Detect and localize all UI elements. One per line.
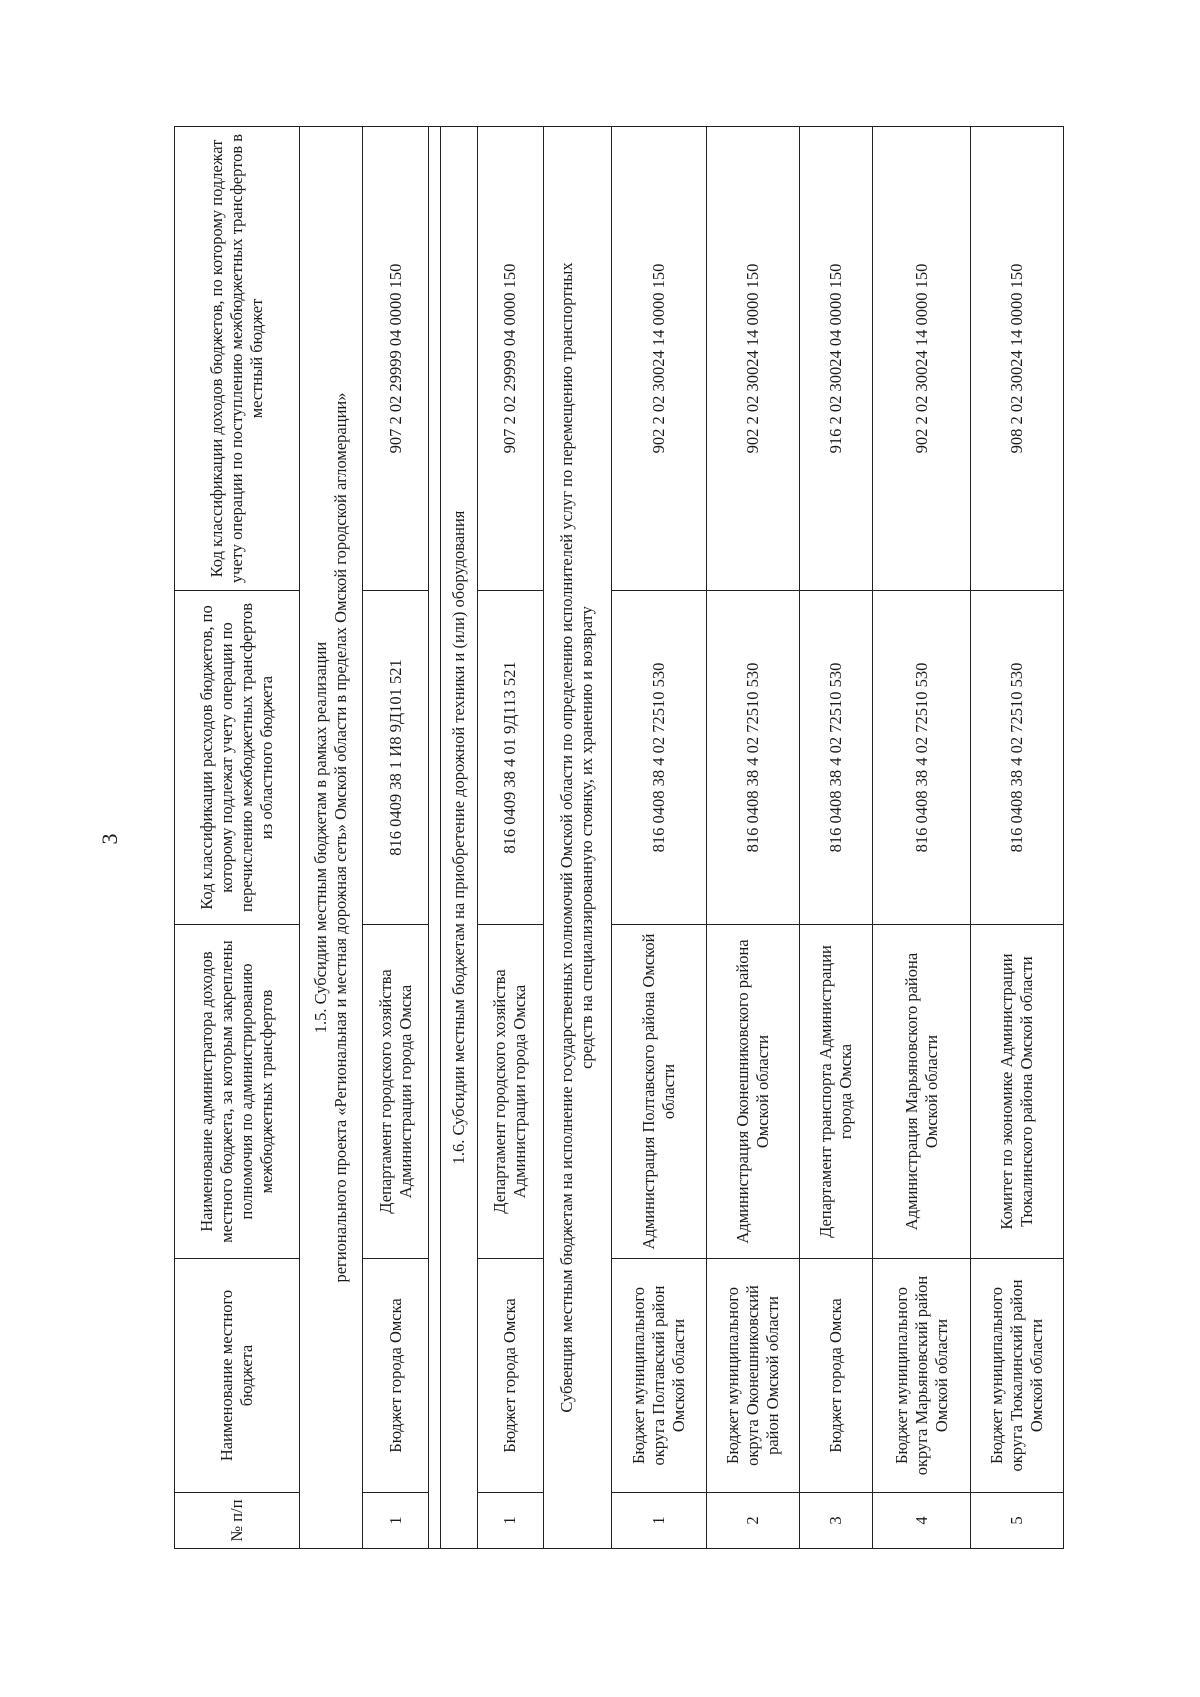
header-admin-name: Наименование администратора доходов местного бюджета, за которым закреплены полномочия по администрированию межбюджетных трансфертов — [175, 925, 300, 1259]
row-admin: Администрация Марьяновского района Омской области — [873, 925, 970, 1259]
section-title-line: регионального проекта «Региональная и местная дорожная сеть» Омской области в пределах Омской городской агломерации» — [331, 392, 351, 1283]
section-title-row — [440, 127, 477, 1549]
row-number: 1 — [477, 1493, 543, 1549]
header-income-code: Код классификации доходов бюджетов, по которому подлежат учету операции по поступлению межбюджетных трансфертов в местный бюджет — [175, 127, 300, 591]
section-title-line: 1.6. Субсидии местным бюджетам на приобретение дорожной техники и (или) оборудования — [448, 510, 468, 1165]
section-spacer — [429, 127, 440, 1549]
header-budget-name: Наименование местного бюджета — [175, 1259, 300, 1493]
row-income-code: 902 2 02 30024 14 0000 150 — [873, 127, 970, 591]
table-row — [799, 127, 873, 1549]
section-title-row — [543, 127, 611, 1549]
page-number: 3 — [97, 833, 122, 845]
row-admin: Департамент городского хозяйства Администрации города Омска — [363, 925, 429, 1259]
row-budget: Бюджет города Омска — [799, 1259, 873, 1493]
row-income-code: 907 2 02 29999 04 0000 150 — [477, 127, 543, 591]
row-expense-code: 816 0408 38 4 02 72510 530 — [970, 591, 1063, 925]
row-admin: Департамент городского хозяйства Администрации города Омска — [477, 925, 543, 1259]
row-expense-code: 816 0409 38 4 01 9Д113 521 — [477, 591, 543, 925]
section-title — [300, 127, 363, 1549]
row-expense-code: 816 0408 38 4 02 72510 530 — [799, 591, 873, 925]
header-expense-code: Код классификации расходов бюджетов, по которому подлежат учету операции по перечислению межбюджетных трансфертов из областного бюджета — [175, 591, 300, 925]
row-expense-code: 816 0408 38 4 02 72510 530 — [611, 591, 706, 925]
table-row — [363, 127, 429, 1549]
section-title-line: средств на специализированную стоянку, их хранению и возврату — [577, 606, 597, 1069]
table-row — [611, 127, 706, 1549]
row-admin: Департамент транспорта Администрации города Омска — [799, 925, 873, 1259]
row-budget: Бюджет муниципального округа Полтавский район Омской области — [611, 1259, 706, 1493]
row-income-code: 916 2 02 30024 04 0000 150 — [799, 127, 873, 591]
row-expense-code: 816 0408 38 4 02 72510 530 — [706, 591, 799, 925]
row-income-code: 907 2 02 29999 04 0000 150 — [363, 127, 429, 591]
table-header-row — [175, 127, 300, 1549]
header-number: № п/п — [175, 1493, 300, 1549]
section-title — [440, 127, 477, 1549]
row-income-code: 908 2 02 30024 14 0000 150 — [970, 127, 1063, 591]
row-expense-code: 816 0408 38 4 02 72510 530 — [873, 591, 970, 925]
row-number: 1 — [363, 1493, 429, 1549]
row-number: 4 — [873, 1493, 970, 1549]
row-expense-code: 816 0409 38 1 И8 9Д101 521 — [363, 591, 429, 925]
table-row — [873, 127, 970, 1549]
row-income-code: 902 2 02 30024 14 0000 150 — [611, 127, 706, 591]
section-title-line: 1.5. Субсидии местным бюджетам в рамках реализации — [311, 641, 331, 1034]
table-row — [477, 127, 543, 1549]
rotated-table-container — [174, 127, 1064, 1549]
table-row — [970, 127, 1063, 1549]
row-admin: Администрация Оконешниковского района Омской области — [706, 925, 799, 1259]
row-budget: Бюджет муниципального округа Оконешниковский район Омской области — [706, 1259, 799, 1493]
row-admin: Администрация Полтавского района Омской области — [611, 925, 706, 1259]
transfers-table — [174, 126, 1064, 1549]
row-number: 5 — [970, 1493, 1063, 1549]
row-budget: Бюджет муниципального округа Марьяновский район Омской области — [873, 1259, 970, 1493]
section-title-line: Субвенция местным бюджетам на исполнение государственных полномочий Омской области по определению исполнителей услуг по перемещению транспортных — [557, 262, 577, 1413]
row-budget: Бюджет города Омска — [363, 1259, 429, 1493]
row-number: 3 — [799, 1493, 873, 1549]
row-number: 1 — [611, 1493, 706, 1549]
row-budget: Бюджет города Омска — [477, 1259, 543, 1493]
row-income-code: 902 2 02 30024 14 0000 150 — [706, 127, 799, 591]
spacer-cell — [429, 127, 440, 1549]
row-budget: Бюджет муниципального округа Тюкалинский район Омской области — [970, 1259, 1063, 1493]
section-title — [543, 127, 611, 1549]
row-number: 2 — [706, 1493, 799, 1549]
row-admin: Комитет по экономике Администрации Тюкалинского района Омской области — [970, 925, 1063, 1259]
table-row — [706, 127, 799, 1549]
section-title-row — [300, 127, 363, 1549]
